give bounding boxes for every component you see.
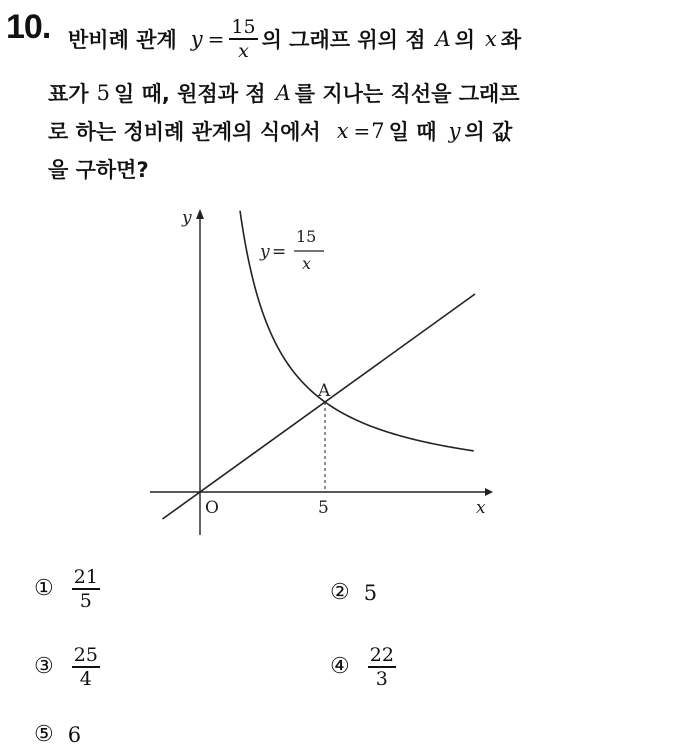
graph-figure (0, 205, 674, 535)
tick-label-5: 5 (318, 498, 329, 518)
choice-3[interactable] (34, 644, 104, 690)
choice-3-den: 4 (79, 667, 92, 690)
question-line-2 (48, 78, 520, 108)
y-axis-label: y (182, 208, 192, 228)
q-frac-den: x (238, 39, 249, 62)
q-text-1d: 좌 (500, 27, 522, 52)
q-text-2a: 표가 (48, 82, 89, 106)
q-point-a: A (435, 26, 451, 51)
q-num-5: 5 (96, 81, 110, 105)
y-axis-arrow (196, 209, 204, 219)
q-var-x: x (484, 26, 497, 51)
q-var-y2: y (448, 119, 461, 143)
choice-1-mark: ① (34, 576, 54, 602)
choice-2-mark: ② (330, 580, 350, 605)
q-text-1c: 의 (454, 27, 475, 52)
question-line-4 (48, 154, 149, 184)
q-text-2b: 일 때, 원점과 점 (113, 82, 266, 106)
choice-3-fraction (72, 644, 100, 690)
origin-label: O (205, 498, 219, 518)
q-text-3b: 일 때 (388, 120, 437, 144)
proportional-line (163, 294, 476, 519)
choice-4-fraction (368, 644, 396, 690)
q-text-3a: 로 하는 정비례 관계의 식에서 (48, 120, 321, 144)
point-a-label: A (318, 381, 331, 401)
choice-4-num: 22 (369, 644, 394, 666)
x-axis-label: x (476, 498, 486, 518)
question-line-3 (48, 116, 512, 146)
choice-5[interactable] (34, 722, 81, 747)
choice-3-num: 25 (73, 644, 98, 666)
choice-1-den: 5 (79, 589, 92, 612)
q-fraction (229, 16, 257, 62)
choice-1[interactable] (34, 566, 104, 612)
curve-label-y: y (260, 242, 270, 262)
choice-2-value: 5 (363, 580, 378, 605)
question-number: 10. (6, 8, 51, 46)
q-text-2c: 를 지나는 직선을 그래프 (294, 82, 520, 106)
curve-label-eq: = (272, 242, 287, 262)
choice-1-fraction (72, 566, 100, 612)
choice-5-mark: ⑤ (34, 722, 54, 747)
choice-5-value: 6 (67, 722, 82, 747)
q-text-1b: 의 그래프 위의 점 (261, 27, 426, 52)
choice-4-mark: ④ (330, 654, 350, 680)
q-eq2: = (353, 119, 371, 143)
choice-3-mark: ③ (34, 654, 54, 680)
q-text-1a: 반비례 관계 (68, 27, 177, 52)
x-axis-arrow (485, 488, 493, 496)
curve-equation-label (259, 227, 324, 273)
q-point-a2: A (275, 81, 291, 105)
q-var-x2: x (336, 119, 349, 143)
choice-2[interactable] (330, 580, 377, 605)
curve-label-num: 15 (296, 227, 317, 246)
curve-label-den: x (302, 254, 312, 273)
q-var-y: y (190, 26, 203, 51)
q-num-7: 7 (371, 119, 385, 143)
q-text-4: 을 구하면? (48, 158, 149, 182)
choice-1-num: 21 (73, 566, 98, 588)
question-line-1 (48, 16, 521, 62)
choice-4-den: 3 (375, 667, 388, 690)
q-eq: = (207, 26, 225, 51)
q-text-3c: 의 값 (464, 120, 513, 144)
q-frac-num: 15 (231, 16, 256, 38)
choice-4[interactable] (330, 644, 400, 690)
